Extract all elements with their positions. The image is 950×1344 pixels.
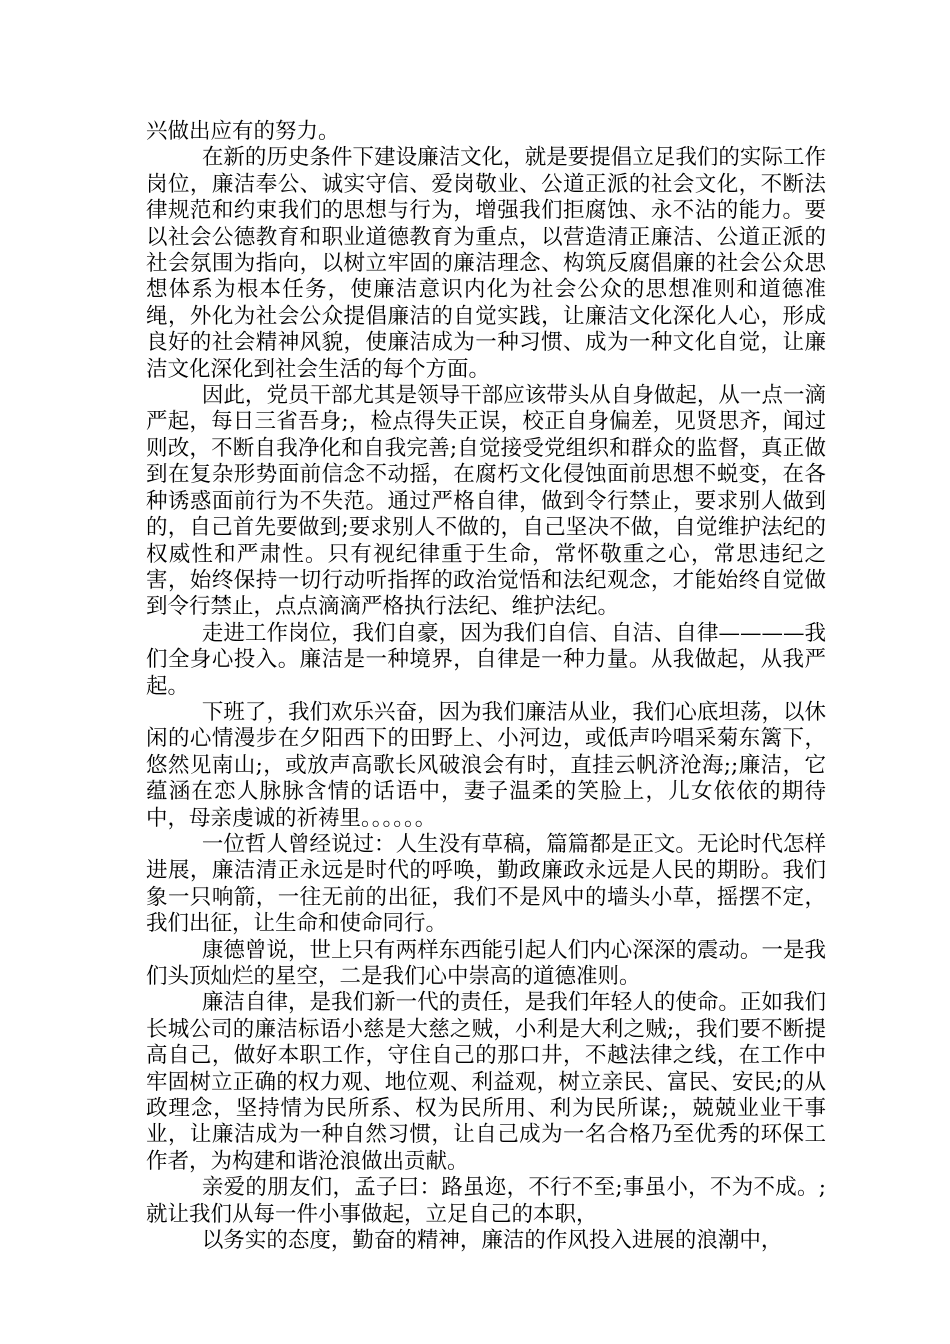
paragraph-continuation: 兴做出应有的努力。 <box>146 119 340 144</box>
paragraph: 康德曾说，世上只有两样东西能引起人们内心深深的震动。一是我们头顶灿烂的星空，二是我们心中崇高的道德准则。 <box>146 937 826 989</box>
paragraph: 下班了，我们欢乐兴奋，因为我们廉洁从业，我们心底坦荡，以休闲的心情漫步在夕阳西下的田野上、小河边，或低声吟唱采菊东篱下，悠然见南山;，或放声高歌长风破浪会有时，直挂云帆济沧海;;廉洁，它蕴涵在恋人脉脉含情的话语中，妻子温柔的笑脸上，儿女依依的期待中，母亲虔诚的祈祷里。。。。。。 <box>146 699 826 831</box>
paragraph: 走进工作岗位，我们自豪，因为我们自信、自洁、自律————我们全身心投入。廉洁是一种境界，自律是一种力量。从我做起，从我严起。 <box>146 620 826 699</box>
document-body <box>146 119 826 1254</box>
paragraph: 因此，党员干部尤其是领导干部应该带头从自身做起，从一点一滴严起，每日三省吾身;，检点得失正误，校正自身偏差，见贤思齐，闻过则改，不断自我净化和自我完善;自觉接受党组织和群众的监督，真正做到在复杂形势面前信念不动摇，在腐朽文化侵蚀面前思想不蜕变，在各种诱惑面前行为不失范。通过严格自律，做到令行禁止，要求别人做到的，自己首先要做到;要求别人不做的，自己坚决不做，自觉维护法纪的权威性和严肃性。只有视纪律重于生命，常怀敬重之心，常思违纪之害，始终保持一切行动听指挥的政治觉悟和法纪观念，才能始终自觉做到令行禁止，点点滴滴严格执行法纪、维护法纪。 <box>146 383 826 620</box>
paragraph: 以务实的态度，勤奋的精神，廉洁的作风投入进展的浪潮中， <box>201 1228 783 1254</box>
paragraph: 亲爱的朋友们，孟子曰：路虽迩，不行不至;事虽小，不为不成。;就让我们从每一件小事做起，立足自己的本职， <box>146 1175 826 1227</box>
paragraph: 廉洁自律，是我们新一代的责任，是我们年轻人的使命。正如我们长城公司的廉洁标语小慈是大慈之贼，小利是大利之贼;，我们要不断提高自己，做好本职工作，守住自己的那口井，不越法律之线，在工作中牢固树立正确的权力观、地位观、利益观，树立亲民、富民、安民;的从政理念，坚持情为民所系、权为民所用、利为民所谋;，兢兢业业干事业，让廉洁成为一种自然习惯，让自己成为一名合格乃至优秀的环保工作者，为构建和谐沧浪做出贡献。 <box>146 990 826 1174</box>
paragraph: 在新的历史条件下建设廉洁文化，就是要提倡立足我们的实际工作岗位，廉洁奉公、诚实守信、爱岗敬业、公道正派的社会文化，不断法律规范和约束我们的思想与行为，增强我们拒腐蚀、永不沾的能力。要以社会公德教育和职业道德教育为重点，以营造清正廉洁、公道正派的社会氛围为指向，以树立牢固的廉洁理念、构筑反腐倡廉的社会公众思想体系为根本任务，使廉洁意识内化为社会公众的思想准则和道德准绳，外化为社会公众提倡廉洁的自觉实践，让廉洁文化深化人心，形成良好的社会精神风貌，使廉洁成为一种习惯、成为一种文化自觉，让廉洁文化深化到社会生活的每个方面。 <box>146 145 826 382</box>
paragraph: 一位哲人曾经说过：人生没有草稿，篇篇都是正文。无论时代怎样进展，廉洁清正永远是时代的呼唤，勤政廉政永远是人民的期盼。我们象一只响箭，一往无前的出征，我们不是风中的墙头小草，摇摆不定，我们出征，让生命和使命同行。 <box>146 831 826 937</box>
